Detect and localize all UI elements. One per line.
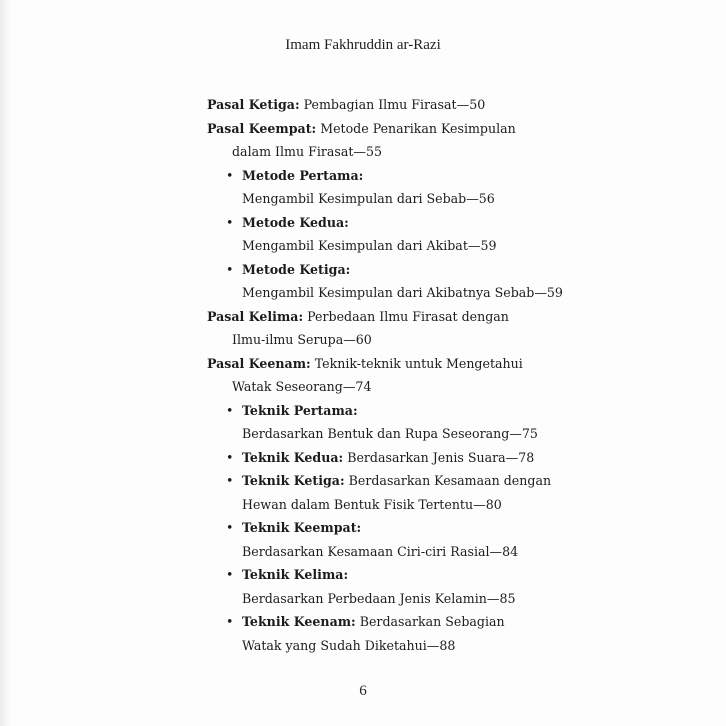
toc-subentry-label: Teknik Keenam:: [242, 614, 356, 629]
toc-chapter-title: Metode Penarikan Kesimpulan: [320, 120, 516, 136]
toc-subentry-title-continued: Watak yang Sudah Diketahui—88: [242, 637, 456, 653]
toc-subentry-title: Berdasarkan Perbedaan Jenis Kelamin—85: [242, 590, 516, 606]
toc-subentry-label: Teknik Kedua:: [242, 449, 344, 465]
toc-chapter-title-continued: Ilmu-ilmu Serupa—60: [232, 332, 372, 347]
toc-chapter-title: Teknik-teknik untuk Mengetahui: [314, 355, 523, 371]
toc-chapter-title: Pembagian Ilmu Firasat—50: [303, 97, 486, 112]
bullet-icon: •: [226, 520, 234, 535]
toc-subentry-label: Metode Kedua:: [242, 214, 349, 230]
toc-subentry-teknik-ketiga: [207, 469, 707, 493]
bullet-icon: •: [226, 614, 234, 629]
table-of-contents: [207, 93, 707, 657]
toc-subentry-label: Metode Ketiga:: [242, 261, 351, 277]
toc-chapter-title: Perbedaan Ilmu Firasat dengan: [307, 308, 509, 324]
toc-subentry-label: Teknik Keempat:: [242, 520, 362, 535]
toc-subentry-metode-ketiga: [207, 258, 707, 282]
toc-entry-pasal-keempat: [207, 117, 707, 141]
toc-chapter-title-continued: dalam Ilmu Firasat—55: [232, 144, 383, 159]
toc-chapter-label: Pasal Keenam:: [207, 355, 311, 371]
toc-subentry-title: Berdasarkan Jenis Suara—78: [347, 449, 535, 465]
toc-subentry-metode-kedua: [207, 211, 707, 235]
bullet-icon: •: [226, 214, 234, 230]
toc-subentry-title: Mengambil Kesimpulan dari Akibat—59: [242, 238, 497, 253]
toc-subentry-teknik-keempat: [207, 516, 707, 540]
bullet-icon: •: [226, 402, 234, 418]
toc-subentry-teknik-kelima: [207, 563, 707, 587]
toc-chapter-label: Pasal Keempat:: [207, 120, 317, 136]
toc-entry-pasal-kelima: [207, 305, 707, 329]
bullet-icon: •: [226, 449, 234, 465]
running-head: Imam Fakhruddin ar-Razi: [285, 37, 441, 53]
toc-subentry-title: Berdasarkan Sebagian: [359, 614, 505, 629]
toc-entry-pasal-keenam: [207, 352, 707, 376]
page-edge-shadow: [0, 0, 10, 726]
bullet-icon: •: [226, 473, 234, 488]
toc-subentry-title: Berdasarkan Kesamaan Ciri-ciri Rasial—84: [242, 543, 519, 559]
toc-chapter-title-continued: Watak Seseorang—74: [232, 379, 372, 394]
toc-subentry-label: Teknik Ketiga:: [242, 473, 345, 488]
toc-chapter-label: Pasal Ketiga:: [207, 97, 300, 112]
toc-subentry-title: Berdasarkan Bentuk dan Rupa Seseorang—75: [242, 426, 538, 441]
bullet-icon: •: [226, 167, 234, 183]
toc-subentry-title: Mengambil Kesimpulan dari Sebab—56: [242, 191, 495, 206]
bullet-icon: •: [226, 567, 234, 582]
page-number: 6: [359, 683, 367, 699]
toc-subentry-teknik-pertama: [207, 399, 707, 423]
toc-entry-pasal-ketiga: [207, 93, 707, 117]
toc-subentry-title-continued: Hewan dalam Bentuk Fisik Tertentu—80: [242, 496, 502, 512]
bullet-icon: •: [226, 261, 234, 277]
toc-subentry-label: Teknik Kelima:: [242, 567, 349, 582]
toc-subentry-teknik-keenam: [207, 610, 707, 634]
toc-chapter-label: Pasal Kelima:: [207, 308, 304, 324]
toc-subentry-title: Mengambil Kesimpulan dari Akibatnya Sebab—59: [242, 285, 563, 300]
toc-subentry-title: Berdasarkan Kesamaan dengan: [348, 473, 552, 488]
toc-subentry-teknik-kedua: [207, 446, 707, 470]
toc-subentry-label: Metode Pertama:: [242, 167, 364, 183]
toc-subentry-metode-pertama: [207, 164, 707, 188]
toc-subentry-label: Teknik Pertama:: [242, 402, 358, 418]
